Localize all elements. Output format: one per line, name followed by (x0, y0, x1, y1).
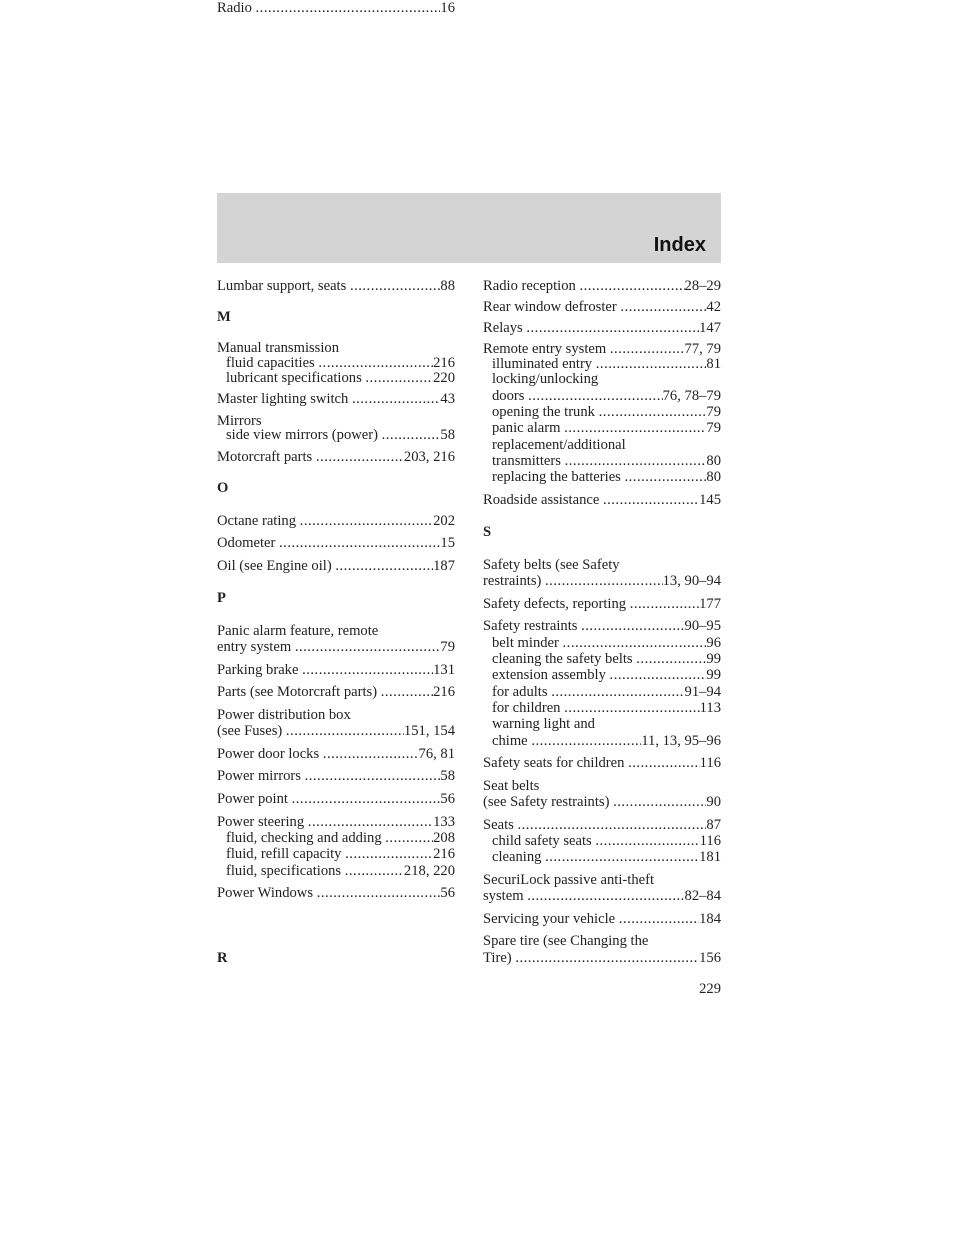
entry-term: Power Windows (217, 885, 317, 901)
entry-page-reference: 58 (440, 768, 455, 784)
dot-leader (335, 558, 433, 575)
index-entry (217, 639, 455, 656)
entry-term: Safety seats for children (483, 755, 629, 771)
dot-leader (300, 513, 433, 530)
entry-page-reference: 116 (699, 755, 721, 771)
entry-term: Power door locks (217, 746, 323, 762)
index-entry (217, 535, 455, 552)
entry-term: Power steering (217, 814, 308, 830)
entry-term: Rear window defroster (483, 299, 621, 315)
entry-term: for children (492, 700, 565, 716)
entry-page-reference: 56 (440, 791, 455, 807)
index-entry-heading: Manual transmission (217, 340, 340, 356)
dot-leader (564, 420, 706, 437)
entry-page-reference: 151, 154 (403, 723, 455, 739)
entry-page-reference: 218, 220 (403, 863, 455, 879)
dot-leader (619, 911, 699, 928)
dot-leader (345, 863, 404, 880)
entry-term: child safety seats (492, 833, 596, 849)
dot-leader (630, 596, 699, 613)
index-subentry (226, 863, 455, 880)
dot-leader (515, 950, 699, 967)
entry-page-reference: 91–94 (684, 684, 721, 700)
entry-term: side view mirrors (power) (226, 427, 382, 443)
index-subentry-heading: replacement/additional (492, 437, 626, 453)
entry-page-reference: 88 (440, 278, 455, 294)
index-subentry-heading: locking/unlocking (492, 371, 599, 387)
section-letter: O (217, 480, 229, 496)
entry-term: extension assembly (492, 667, 610, 683)
dot-leader (382, 427, 441, 444)
index-entry (217, 814, 455, 831)
index-subentry (492, 404, 721, 421)
dot-leader (599, 404, 707, 421)
entry-page-reference: 43 (440, 391, 455, 407)
index-entry (483, 950, 721, 967)
entry-term: chime (492, 733, 532, 749)
entry-page-reference: 216 (433, 846, 455, 862)
index-subentry (492, 635, 721, 652)
entry-term: lubricant specifications (226, 370, 366, 386)
index-subentry (492, 833, 721, 850)
entry-term: Octane rating (217, 513, 300, 529)
dot-leader (526, 320, 699, 337)
index-entry (483, 573, 721, 590)
entry-page-reference: 187 (433, 558, 455, 574)
section-letter: M (217, 309, 231, 325)
index-entry (217, 723, 455, 740)
dot-leader (256, 0, 441, 17)
index-entry-heading: Panic alarm feature, remote (217, 623, 379, 639)
entry-term: (see Safety restraints) (483, 794, 614, 810)
entry-term: Relays (483, 320, 527, 336)
entry-term: Lumbar support, seats (217, 278, 350, 294)
dot-leader (305, 768, 441, 785)
index-entry (217, 885, 455, 902)
entry-term: opening the trunk (492, 404, 599, 420)
entry-term: Motorcraft parts (217, 449, 316, 465)
entry-term: Power mirrors (217, 768, 305, 784)
entry-page-reference: 42 (706, 299, 721, 315)
index-subentry-heading: warning light and (492, 716, 595, 732)
dot-leader (345, 846, 433, 863)
index-entry (483, 755, 721, 772)
index-subentry (226, 846, 455, 863)
entry-page-reference: 79 (706, 404, 721, 420)
entry-term: Master lighting switch (217, 391, 352, 407)
index-entry-heading: Mirrors (217, 413, 262, 429)
section-letter: R (217, 950, 228, 966)
entry-page-reference: 145 (699, 492, 721, 508)
entry-page-reference: 147 (699, 320, 721, 336)
entry-page-reference: 216 (433, 355, 455, 371)
entry-page-reference: 80 (706, 453, 721, 469)
entry-term: Power point (217, 791, 292, 807)
entry-term: cleaning the safety belts (492, 651, 637, 667)
index-entry (483, 492, 721, 509)
entry-page-reference: 90–95 (684, 618, 721, 634)
dot-leader (620, 299, 706, 316)
index-entry (217, 391, 455, 408)
entry-page-reference: 96 (706, 635, 721, 651)
dot-leader (302, 662, 433, 679)
entry-page-reference: 79 (706, 420, 721, 436)
dot-leader (581, 618, 684, 635)
entry-term: illuminated entry (492, 356, 596, 372)
page-title: Index (653, 234, 706, 256)
dot-leader (579, 278, 684, 295)
entry-page-reference: 15 (440, 535, 455, 551)
entry-term: Seats (483, 817, 518, 833)
index-entry (217, 513, 455, 530)
entry-page-reference: 99 (706, 651, 721, 667)
index-subentry (492, 453, 721, 470)
entry-page-reference: 133 (433, 814, 455, 830)
index-subentry (492, 420, 721, 437)
entry-term: doors (492, 388, 529, 404)
entry-page-reference: 11, 13, 95–96 (641, 733, 721, 749)
entry-term: Servicing your vehicle (483, 911, 619, 927)
index-subentry (226, 370, 455, 387)
entry-page-reference: 156 (699, 950, 721, 966)
entry-term: (see Fuses) (217, 723, 286, 739)
index-entry (483, 794, 721, 811)
index-subentry (492, 684, 721, 701)
entry-term: Roadside assistance (483, 492, 603, 508)
entry-term: panic alarm (492, 420, 565, 436)
entry-term: Remote entry system (483, 341, 610, 357)
dot-leader (563, 635, 707, 652)
dot-leader (551, 684, 684, 701)
dot-leader (628, 755, 700, 772)
entry-term: cleaning (492, 849, 546, 865)
entry-term: fluid, refill capacity (226, 846, 346, 862)
entry-page-reference: 13, 90–94 (662, 573, 721, 589)
entry-page-reference: 131 (433, 662, 455, 678)
entry-term: Parts (see Motorcraft parts) (217, 684, 381, 700)
dot-leader (613, 794, 706, 811)
entry-term: fluid, specifications (226, 863, 345, 879)
dot-leader (625, 469, 707, 486)
entry-page-reference: 99 (706, 667, 721, 683)
entry-page-reference: 87 (706, 817, 721, 833)
index-subentry (492, 469, 721, 486)
index-entry (217, 449, 455, 466)
entry-page-reference: 116 (699, 833, 721, 849)
entry-term: Radio (217, 0, 256, 16)
dot-leader (636, 651, 706, 668)
index-entry (483, 299, 721, 316)
entry-page-reference: 216 (433, 684, 455, 700)
index-entry (483, 596, 721, 613)
index-entry (483, 618, 721, 635)
dot-leader (385, 830, 433, 847)
dot-leader (545, 849, 699, 866)
dot-leader (603, 492, 699, 509)
entry-term: replacing the batteries (492, 469, 625, 485)
dot-leader (595, 833, 699, 850)
dot-leader (531, 733, 641, 750)
entry-page-reference: 28–29 (684, 278, 721, 294)
entry-term: system (483, 888, 528, 904)
index-subentry (492, 733, 721, 750)
section-letter: P (217, 590, 226, 606)
index-entry (217, 684, 455, 701)
entry-term: belt minder (492, 635, 563, 651)
entry-term: Safety restraints (483, 618, 582, 634)
dot-leader (316, 449, 404, 466)
dot-leader (352, 391, 440, 408)
index-subentry (492, 667, 721, 684)
entry-page-reference: 202 (433, 513, 455, 529)
entry-page-reference: 184 (699, 911, 721, 927)
entry-term: fluid, checking and adding (226, 830, 386, 846)
entry-term: Odometer (217, 535, 280, 551)
entry-page-reference: 90 (706, 794, 721, 810)
dot-leader (286, 723, 404, 740)
dot-leader (564, 700, 700, 717)
entry-page-reference: 81 (706, 356, 721, 372)
index-entry-heading: Power distribution box (217, 707, 351, 723)
entry-page-reference: 58 (440, 427, 455, 443)
entry-term: Parking brake (217, 662, 303, 678)
entry-page-reference: 177 (699, 596, 721, 612)
dot-leader (323, 746, 419, 763)
entry-term: Tire) (483, 950, 516, 966)
index-entry (217, 791, 455, 808)
index-header-band (217, 193, 721, 263)
index-subentry (226, 830, 455, 847)
entry-page-reference: 113 (699, 700, 721, 716)
index-entry (217, 558, 455, 575)
entry-page-reference: 220 (433, 370, 455, 386)
entry-page-reference: 56 (440, 885, 455, 901)
index-subentry (492, 849, 721, 866)
entry-page-reference: 16 (440, 0, 455, 16)
entry-term: entry system (217, 639, 295, 655)
section-letter: S (483, 524, 492, 540)
dot-leader (565, 453, 707, 470)
index-subentry (492, 388, 721, 405)
entry-term: Radio reception (483, 278, 580, 294)
entry-term: restraints) (483, 573, 546, 589)
dot-leader (517, 817, 706, 834)
entry-term: Oil (see Engine oil) (217, 558, 336, 574)
index-entry-heading: Spare tire (see Changing the (483, 933, 649, 949)
entry-page-reference: 76, 81 (418, 746, 455, 762)
page-number: 229 (699, 981, 721, 997)
dot-leader (365, 370, 433, 387)
entry-page-reference: 181 (699, 849, 721, 865)
index-entry (483, 278, 721, 295)
entry-page-reference: 79 (440, 639, 455, 655)
index-entry (217, 768, 455, 785)
dot-leader (295, 639, 441, 656)
entry-page-reference: 208 (433, 830, 455, 846)
index-entry (483, 888, 721, 905)
index-entry (217, 278, 455, 295)
dot-leader (610, 667, 707, 684)
index-entry-heading: Safety belts (see Safety (483, 557, 620, 573)
entry-page-reference: 80 (706, 469, 721, 485)
entry-page-reference: 76, 78–79 (662, 388, 721, 404)
dot-leader (317, 885, 441, 902)
index-entry (217, 0, 455, 17)
entry-page-reference: 77, 79 (684, 341, 721, 357)
index-subentry (492, 651, 721, 668)
dot-leader (545, 573, 663, 590)
entry-page-reference: 82–84 (684, 888, 721, 904)
index-subentry (226, 427, 455, 444)
index-entry-heading: Seat belts (483, 778, 540, 794)
entry-term: transmitters (492, 453, 565, 469)
dot-leader (527, 888, 684, 905)
dot-leader (381, 684, 433, 701)
index-entry (483, 911, 721, 928)
index-subentry (492, 700, 721, 717)
entry-term: Safety defects, reporting (483, 596, 630, 612)
dot-leader (528, 388, 663, 405)
dot-leader (279, 535, 440, 552)
entry-page-reference: 203, 216 (403, 449, 455, 465)
index-entry (217, 662, 455, 679)
index-entry (483, 817, 721, 834)
entry-term: fluid capacities (226, 355, 319, 371)
index-entry (483, 320, 721, 337)
dot-leader (350, 278, 440, 295)
entry-term: for adults (492, 684, 552, 700)
dot-leader (292, 791, 441, 808)
index-entry (217, 746, 455, 763)
index-entry-heading: SecuriLock passive anti-theft (483, 872, 655, 888)
dot-leader (308, 814, 433, 831)
